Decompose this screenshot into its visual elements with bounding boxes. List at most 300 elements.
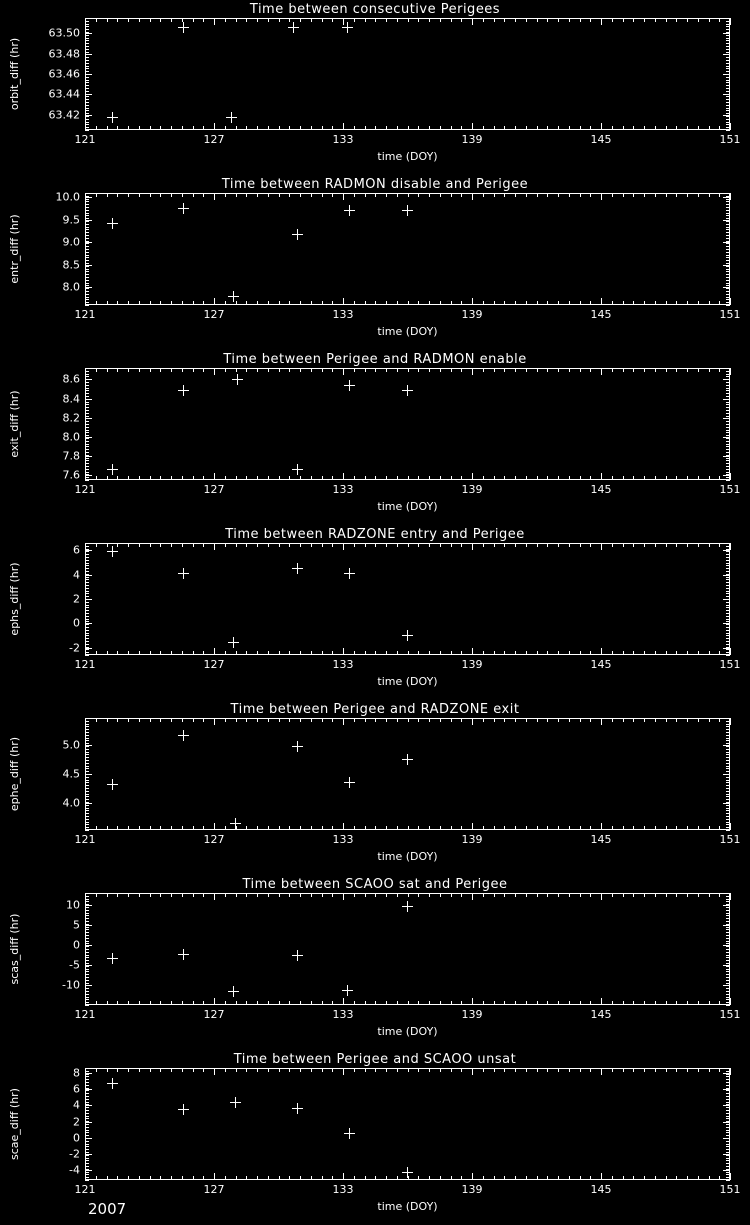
x-tick	[730, 1068, 731, 1075]
y-tick	[726, 269, 730, 270]
x-tick	[483, 476, 484, 480]
y-tick	[726, 1144, 730, 1145]
x-tick-label: 133	[332, 1183, 354, 1196]
x-tick	[117, 18, 118, 22]
x-tick	[343, 648, 344, 655]
y-tick	[85, 899, 89, 900]
x-tick	[569, 1068, 570, 1072]
x-tick	[418, 893, 419, 897]
x-tick	[687, 1001, 688, 1005]
x-tick	[150, 368, 151, 372]
x-tick	[193, 893, 194, 897]
x-tick	[440, 1001, 441, 1005]
x-tick	[203, 1001, 204, 1005]
x-tick	[655, 543, 656, 547]
y-tick	[726, 235, 730, 236]
x-tick	[472, 1068, 473, 1075]
x-tick	[139, 18, 140, 22]
x-tick	[300, 301, 301, 305]
x-tick	[687, 651, 688, 655]
x-tick	[214, 543, 215, 550]
x-tick-label: 145	[590, 308, 612, 321]
y-tick	[85, 49, 89, 50]
y-tick	[85, 215, 89, 216]
x-tick	[633, 368, 634, 372]
x-tick-label: 121	[74, 1008, 96, 1021]
x-tick	[719, 543, 720, 547]
plot-area	[85, 893, 730, 1005]
x-tick	[268, 476, 269, 480]
y-tick	[726, 901, 730, 902]
x-tick-label: 121	[74, 658, 96, 671]
y-tick	[726, 805, 730, 806]
x-tick	[709, 543, 710, 547]
x-tick	[558, 1001, 559, 1005]
y-tick	[85, 1002, 89, 1003]
x-tick	[365, 193, 366, 197]
y-tick-major	[723, 1105, 730, 1106]
x-tick	[676, 1068, 677, 1072]
x-tick	[289, 193, 290, 197]
x-tick	[128, 543, 129, 547]
x-tick	[418, 1068, 419, 1072]
y-tick	[85, 85, 89, 86]
y-tick	[726, 122, 730, 123]
x-tick	[666, 126, 667, 130]
x-tick	[526, 18, 527, 22]
x-tick	[515, 1176, 516, 1180]
y-tick	[85, 1076, 89, 1077]
y-tick	[726, 969, 730, 970]
y-tick	[85, 785, 89, 786]
y-tick	[85, 635, 89, 636]
y-tick	[726, 1096, 730, 1097]
x-tick	[655, 301, 656, 305]
x-tick	[289, 126, 290, 130]
y-axis-label	[8, 1068, 22, 1180]
y-tick	[726, 46, 730, 47]
x-tick	[171, 893, 172, 897]
y-tick	[726, 77, 730, 78]
x-tick	[719, 368, 720, 372]
x-tick	[246, 126, 247, 130]
y-tick-major	[85, 220, 92, 221]
x-tick	[418, 368, 419, 372]
y-tick	[85, 915, 89, 916]
y-tick	[726, 935, 730, 936]
x-tick	[386, 1001, 387, 1005]
x-tick	[526, 126, 527, 130]
y-tick	[726, 390, 730, 391]
y-tick-label: 2	[73, 592, 80, 606]
x-tick	[558, 826, 559, 830]
x-tick	[547, 718, 548, 722]
x-tick	[569, 18, 570, 22]
y-tick	[726, 271, 730, 272]
chart-panel	[0, 700, 750, 875]
x-tick	[504, 126, 505, 130]
y-tick	[85, 477, 89, 478]
x-tick	[655, 126, 656, 130]
x-tick	[504, 718, 505, 722]
y-tick-label: 7.8	[62, 449, 80, 463]
y-tick	[726, 26, 730, 27]
y-tick-label: 10	[66, 898, 80, 912]
x-tick	[311, 543, 312, 547]
y-tick	[726, 18, 730, 19]
x-tick	[257, 718, 258, 722]
x-tick	[623, 18, 624, 22]
y-tick	[85, 66, 89, 67]
y-tick	[726, 299, 730, 300]
x-tick	[246, 543, 247, 547]
y-tick-major	[723, 265, 730, 266]
x-tick	[698, 476, 699, 480]
x-tick-label: 133	[332, 833, 354, 846]
x-tick	[343, 298, 344, 305]
x-tick	[268, 1068, 269, 1072]
x-tick	[397, 651, 398, 655]
y-tick	[85, 63, 89, 64]
y-tick-label: 6	[73, 1082, 80, 1096]
y-tick	[726, 652, 730, 653]
x-tick	[332, 651, 333, 655]
y-tick	[85, 266, 89, 267]
y-tick	[726, 957, 730, 958]
x-tick	[440, 1176, 441, 1180]
x-tick	[515, 1001, 516, 1005]
x-tick	[193, 193, 194, 197]
y-tick	[726, 822, 730, 823]
x-tick	[719, 126, 720, 130]
y-tick	[85, 193, 89, 194]
x-tick	[332, 543, 333, 547]
x-tick	[461, 301, 462, 305]
y-tick	[85, 427, 89, 428]
x-tick	[644, 1068, 645, 1072]
x-tick	[171, 18, 172, 22]
x-tick	[397, 718, 398, 722]
x-tick	[193, 543, 194, 547]
x-tick	[472, 473, 473, 480]
y-tick	[85, 980, 89, 981]
x-tick	[633, 476, 634, 480]
x-tick	[182, 368, 183, 372]
x-tick	[375, 718, 376, 722]
x-tick	[440, 18, 441, 22]
x-tick	[107, 826, 108, 830]
x-tick	[343, 718, 344, 725]
y-tick	[726, 977, 730, 978]
x-tick	[139, 1001, 140, 1005]
y-tick-major	[723, 648, 730, 649]
x-tick	[160, 1001, 161, 1005]
x-tick	[96, 718, 97, 722]
y-tick-major	[85, 945, 92, 946]
y-tick	[85, 108, 89, 109]
y-tick	[726, 591, 730, 592]
y-tick	[85, 1107, 89, 1108]
y-tick	[85, 813, 89, 814]
x-tick	[96, 893, 97, 897]
y-tick	[726, 794, 730, 795]
x-tick	[279, 893, 280, 897]
x-tick	[96, 1176, 97, 1180]
x-tick	[451, 476, 452, 480]
x-tick	[408, 718, 409, 722]
x-tick	[461, 126, 462, 130]
y-tick	[726, 994, 730, 995]
x-tick	[590, 476, 591, 480]
y-tick	[85, 605, 89, 606]
x-tick	[429, 1068, 430, 1072]
y-tick	[726, 1172, 730, 1173]
y-tick-major	[85, 550, 92, 551]
x-tick	[440, 543, 441, 547]
x-tick	[236, 826, 237, 830]
x-tick	[117, 543, 118, 547]
x-tick	[117, 1001, 118, 1005]
x-tick-label: 145	[590, 483, 612, 496]
x-tick	[107, 476, 108, 480]
y-tick	[85, 302, 89, 303]
y-tick	[726, 52, 730, 53]
x-tick	[311, 826, 312, 830]
x-tick	[182, 476, 183, 480]
x-tick	[590, 1176, 591, 1180]
x-tick	[160, 301, 161, 305]
x-tick	[580, 368, 581, 372]
x-tick	[569, 1176, 570, 1180]
x-tick	[332, 1068, 333, 1072]
x-tick	[676, 651, 677, 655]
x-tick	[494, 301, 495, 305]
y-tick	[726, 1160, 730, 1161]
y-tick-label: 8.2	[62, 411, 80, 425]
x-tick	[612, 543, 613, 547]
x-tick	[386, 368, 387, 372]
y-tick	[85, 824, 89, 825]
x-tick	[461, 893, 462, 897]
y-tick	[85, 983, 89, 984]
y-tick-major	[85, 1105, 92, 1106]
x-tick	[558, 1176, 559, 1180]
x-tick	[332, 893, 333, 897]
y-tick	[85, 1096, 89, 1097]
y-tick	[726, 740, 730, 741]
x-tick	[623, 651, 624, 655]
x-tick-label: 127	[203, 833, 225, 846]
x-tick	[730, 648, 731, 655]
plot-area	[85, 368, 730, 480]
x-tick	[160, 651, 161, 655]
y-tick-label: -5	[69, 958, 80, 972]
y-tick	[726, 255, 730, 256]
x-tick	[117, 718, 118, 722]
x-tick	[107, 651, 108, 655]
x-tick	[655, 368, 656, 372]
y-tick	[726, 571, 730, 572]
y-tick-label: 4	[73, 568, 80, 582]
y-tick	[726, 376, 730, 377]
x-tick	[451, 1176, 452, 1180]
y-tick	[726, 616, 730, 617]
x-tick	[257, 651, 258, 655]
x-tick	[375, 893, 376, 897]
y-tick	[85, 757, 89, 758]
y-tick	[85, 124, 89, 125]
y-tick	[726, 1130, 730, 1131]
x-tick	[150, 718, 151, 722]
plot-area	[85, 543, 730, 655]
y-tick	[85, 1090, 89, 1091]
x-tick	[117, 368, 118, 372]
y-tick	[85, 752, 89, 753]
y-tick	[85, 1130, 89, 1131]
y-tick	[726, 816, 730, 817]
y-tick-label: 5.0	[62, 738, 80, 752]
x-tick	[214, 298, 215, 305]
y-tick	[726, 635, 730, 636]
x-tick	[709, 1001, 710, 1005]
y-tick	[726, 66, 730, 67]
x-tick	[343, 1173, 344, 1180]
x-tick	[160, 826, 161, 830]
y-tick-label: 9.5	[62, 213, 80, 227]
y-tick	[85, 201, 89, 202]
x-tick	[386, 193, 387, 197]
x-tick	[375, 1176, 376, 1180]
y-tick	[726, 424, 730, 425]
x-tick	[343, 18, 344, 25]
x-tick	[214, 18, 215, 25]
x-tick	[386, 826, 387, 830]
x-tick	[182, 1068, 183, 1072]
x-tick	[558, 543, 559, 547]
y-tick	[85, 830, 89, 831]
y-tick	[726, 1149, 730, 1150]
y-tick	[726, 130, 730, 131]
x-tick	[601, 718, 602, 725]
x-tick	[451, 651, 452, 655]
x-tick	[397, 301, 398, 305]
x-tick	[429, 893, 430, 897]
x-tick	[311, 651, 312, 655]
x-tick	[494, 126, 495, 130]
x-tick	[246, 301, 247, 305]
y-tick	[726, 1113, 730, 1114]
x-tick	[472, 193, 473, 200]
y-tick	[726, 771, 730, 772]
y-tick	[726, 1132, 730, 1133]
x-tick	[687, 126, 688, 130]
x-tick	[623, 1068, 624, 1072]
y-axis-label-text: entr_diff (hr)	[8, 214, 21, 284]
x-tick	[257, 126, 258, 130]
y-tick	[726, 619, 730, 620]
y-tick-major	[723, 774, 730, 775]
y-tick-label: 4.5	[62, 767, 80, 781]
x-tick-label: 127	[203, 658, 225, 671]
x-tick	[633, 893, 634, 897]
y-tick	[85, 960, 89, 961]
y-tick	[726, 116, 730, 117]
x-tick	[472, 368, 473, 375]
x-tick	[375, 651, 376, 655]
y-tick	[85, 257, 89, 258]
y-tick-major	[85, 623, 92, 624]
y-tick	[726, 907, 730, 908]
x-tick	[472, 123, 473, 130]
x-tick	[687, 826, 688, 830]
x-tick	[160, 126, 161, 130]
x-tick	[547, 476, 548, 480]
y-tick	[726, 1124, 730, 1125]
x-tick	[343, 368, 344, 375]
x-tick	[504, 301, 505, 305]
y-tick-label: 63.46	[48, 67, 80, 81]
x-tick	[451, 1001, 452, 1005]
y-tick	[85, 724, 89, 725]
y-tick	[85, 130, 89, 131]
x-tick	[580, 718, 581, 722]
x-tick	[214, 473, 215, 480]
x-tick	[354, 543, 355, 547]
x-tick	[709, 826, 710, 830]
x-tick	[257, 1176, 258, 1180]
y-tick	[726, 763, 730, 764]
y-tick	[726, 1146, 730, 1147]
x-tick	[418, 1001, 419, 1005]
x-tick	[128, 718, 129, 722]
y-tick	[726, 368, 730, 369]
y-tick	[726, 893, 730, 894]
x-tick-label: 121	[74, 308, 96, 321]
y-tick	[85, 546, 89, 547]
y-tick-major	[85, 599, 92, 600]
x-tick	[440, 301, 441, 305]
y-tick	[726, 229, 730, 230]
y-tick	[85, 1124, 89, 1125]
y-axis-label	[8, 893, 22, 1005]
x-tick	[590, 193, 591, 197]
x-tick-label: 145	[590, 833, 612, 846]
y-tick	[726, 432, 730, 433]
y-tick	[726, 655, 730, 656]
x-tick	[483, 18, 484, 22]
x-tick	[451, 18, 452, 22]
x-tick	[547, 1176, 548, 1180]
y-tick	[85, 199, 89, 200]
x-tick	[257, 893, 258, 897]
y-tick-major	[723, 197, 730, 198]
x-tick	[300, 651, 301, 655]
y-tick	[726, 613, 730, 614]
x-tick	[150, 651, 151, 655]
x-tick	[547, 826, 548, 830]
y-tick	[85, 376, 89, 377]
year-label: 2007	[88, 1200, 127, 1218]
x-tick	[214, 123, 215, 130]
y-tick	[85, 977, 89, 978]
y-tick	[85, 1152, 89, 1153]
x-tick	[203, 1068, 204, 1072]
y-tick	[85, 946, 89, 947]
x-tick	[418, 126, 419, 130]
x-tick	[365, 368, 366, 372]
y-tick	[726, 621, 730, 622]
y-tick	[85, 749, 89, 750]
